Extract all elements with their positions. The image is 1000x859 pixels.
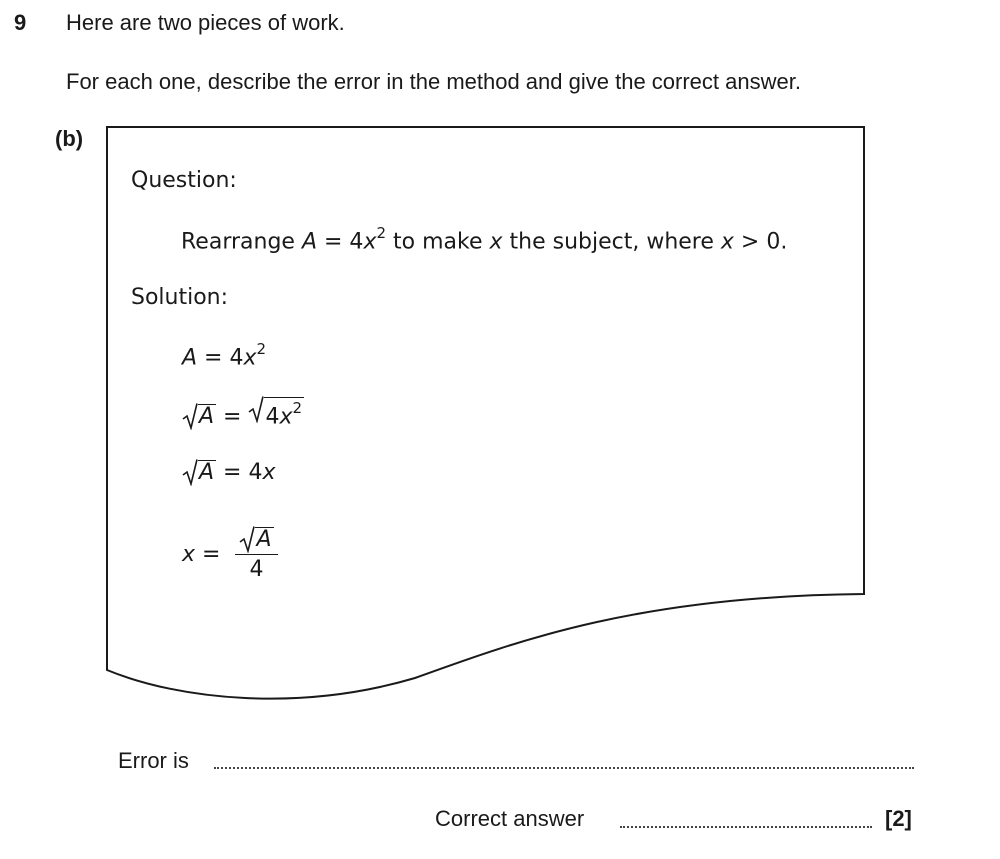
error-label: Error is — [118, 748, 189, 773]
correct-answer-line[interactable] — [620, 826, 872, 828]
question-heading: Question: — [131, 168, 237, 193]
solution-line-1: $A = 4x^2$ — [182, 340, 267, 371]
sqrt-a: A — [182, 404, 216, 429]
correct-answer-label: Correct answer — [435, 806, 585, 831]
intro-text: Here are two pieces of work. — [66, 10, 345, 35]
solution-heading: Solution: — [131, 285, 229, 310]
marks-label: [2] — [885, 806, 912, 831]
sqrt-a: A — [182, 460, 216, 485]
fraction: $\frac{A}{4}$ — [235, 527, 277, 582]
part-label: (b) — [55, 126, 84, 151]
solution-line-3: A = 4x — [182, 460, 276, 485]
question-number: 9 — [14, 10, 27, 35]
instruction-text: For each one, describe the error in the method and give the correct answer. — [66, 69, 801, 94]
sqrt-a: A — [239, 527, 273, 552]
radical-sign — [248, 395, 264, 423]
radical-sign — [182, 402, 198, 430]
sqrt-4x2: $4x^2$ — [248, 397, 304, 429]
question-text: Rearrange $A = 4x^2$ to make x the subject, where x > 0. — [181, 224, 788, 255]
solution-line-4: x = $\frac{A}{4}$ — [182, 527, 278, 582]
error-answer-line[interactable] — [214, 767, 914, 769]
radical-sign — [182, 458, 198, 486]
radical-sign — [239, 525, 255, 553]
solution-line-2: A = $4x^2$ — [182, 397, 304, 429]
